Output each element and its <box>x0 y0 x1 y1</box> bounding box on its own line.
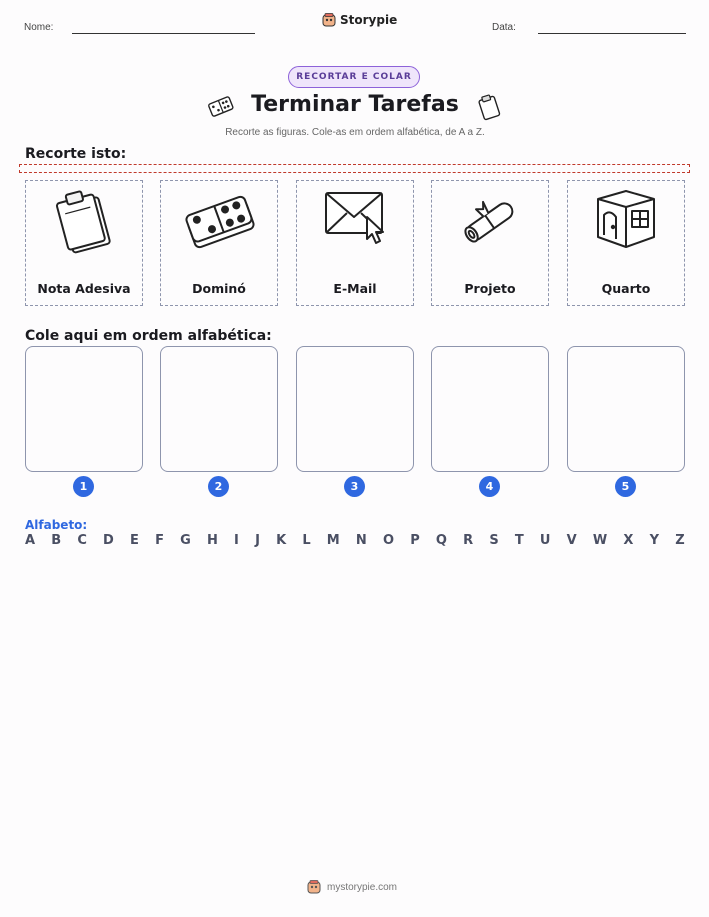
alphabet-letter: E <box>130 533 139 548</box>
cut-card-projeto[interactable] <box>431 180 549 306</box>
alphabet-row <box>25 533 685 548</box>
footer-site: mystorypie.com <box>327 881 398 893</box>
card-label: E-Mail <box>333 281 377 296</box>
paste-box-4[interactable] <box>431 346 549 472</box>
footer <box>307 880 397 894</box>
alphabet-letter: W <box>592 533 608 548</box>
page-title: Terminar Tarefas <box>251 92 459 117</box>
clipboard-icon <box>46 187 124 257</box>
name-label: Nome: <box>24 22 54 33</box>
envelope-icon <box>317 187 395 257</box>
alphabet-letter: A <box>25 533 36 548</box>
alphabet-letter: B <box>51 533 62 548</box>
scroll-icon <box>452 187 530 257</box>
instructions: Recorte as figuras. Cole-as em ordem alfabética, de A a Z. <box>225 127 485 138</box>
alphabet-letter: M <box>326 533 340 548</box>
paste-box-2[interactable] <box>160 346 278 472</box>
card-label: Nota Adesiva <box>37 281 131 296</box>
storypie-logo-icon <box>322 13 336 27</box>
paste-section-label: Cole aqui em ordem alfabética: <box>25 328 272 344</box>
cut-card-domino[interactable] <box>160 180 278 306</box>
card-label: Quarto <box>601 281 651 296</box>
alphabet-letter: N <box>355 533 367 548</box>
paste-box-1[interactable] <box>25 346 143 472</box>
number-badge-5: 5 <box>615 476 636 497</box>
alphabet-letter: L <box>302 533 311 548</box>
name-line[interactable] <box>72 33 255 34</box>
alphabet-letter: Y <box>649 533 660 548</box>
alphabet-letter: I <box>234 533 239 548</box>
alphabet-letter: G <box>180 533 191 548</box>
domino-icon <box>181 187 259 257</box>
alphabet-letter: J <box>255 533 260 548</box>
brand-name: Storypie <box>340 13 398 27</box>
cut-card-email[interactable] <box>296 180 414 306</box>
cut-line <box>19 164 690 173</box>
domino-title-icon <box>206 94 236 120</box>
alphabet-letter: C <box>77 533 87 548</box>
paste-box-3[interactable] <box>296 346 414 472</box>
alphabet-letter: R <box>463 533 474 548</box>
number-badge-1: 1 <box>73 476 94 497</box>
alphabet-letter: U <box>539 533 551 548</box>
number-badge-3: 3 <box>344 476 365 497</box>
alphabet-letter: H <box>206 533 218 548</box>
cut-section-label: Recorte isto: <box>25 146 127 162</box>
alphabet-letter: X <box>623 533 634 548</box>
alphabet-title: Alfabeto: <box>25 518 88 532</box>
brand <box>322 13 397 27</box>
clipboard-title-icon <box>476 92 502 122</box>
cut-card-nota-adesiva[interactable] <box>25 180 143 306</box>
date-line[interactable] <box>538 33 686 34</box>
card-label: Projeto <box>464 281 516 296</box>
storypie-footer-logo-icon <box>307 880 321 894</box>
alphabet-letter: V <box>566 533 577 548</box>
alphabet-letter: D <box>103 533 114 548</box>
alphabet-letter: P <box>410 533 420 548</box>
number-badge-2: 2 <box>208 476 229 497</box>
alphabet-letter: Q <box>435 533 447 548</box>
alphabet-letter: Z <box>675 533 685 548</box>
alphabet-letter: K <box>276 533 287 548</box>
cut-card-quarto[interactable] <box>567 180 685 306</box>
alphabet-letter: F <box>155 533 164 548</box>
paste-box-5[interactable] <box>567 346 685 472</box>
card-label: Dominó <box>192 281 246 296</box>
alphabet-letter: T <box>514 533 524 548</box>
activity-badge: RECORTAR E COLAR <box>288 66 420 88</box>
alphabet-letter: O <box>382 533 395 548</box>
room-icon <box>588 187 666 257</box>
alphabet-letter: S <box>489 533 499 548</box>
date-label: Data: <box>492 22 516 33</box>
number-badge-4: 4 <box>479 476 500 497</box>
